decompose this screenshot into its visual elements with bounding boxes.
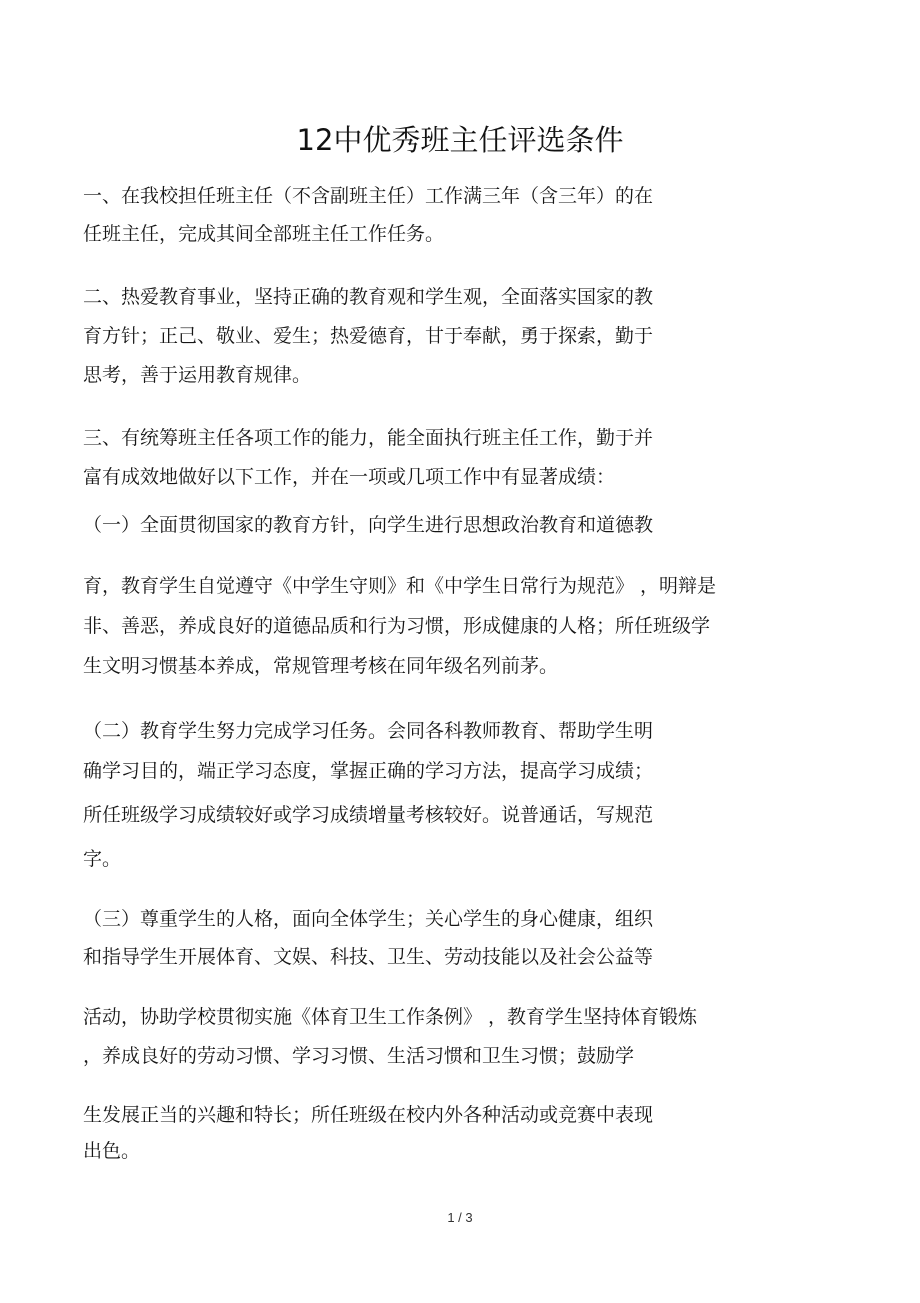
text-line: 育，教育学生自觉遵守《中学生守则》和《中学生日常行为规范》 ，明辩是 bbox=[83, 575, 717, 597]
text-line: 富有成效地做好以下工作，并在一项或几项工作中有显著成绩： bbox=[83, 466, 616, 488]
document-title: 12中优秀班主任评选条件 bbox=[296, 123, 624, 157]
text-line: 任班主任，完成其间全部班主任工作任务。 bbox=[83, 223, 445, 245]
text-line: （二）教育学生努力完成学习任务。会同各科教师教育、帮助学生明 bbox=[83, 720, 654, 742]
text-line: ，养成良好的劳动习惯、学习习惯、生活习惯和卫生习惯；鼓励学 bbox=[83, 1045, 635, 1067]
text-line: 二、热爱教育事业，坚持正确的教育观和学生观，全面落实国家的教 bbox=[83, 286, 654, 308]
text-line: （一）全面贯彻国家的教育方针，向学生进行思想政治教育和道德教 bbox=[83, 514, 654, 536]
text-line: 思考，善于运用教育规律。 bbox=[83, 364, 312, 386]
text-line: 和指导学生开展体育、文娱、科技、卫生、劳动技能以及社会公益等 bbox=[83, 946, 654, 968]
page-number: 1 / 3 bbox=[447, 1210, 473, 1225]
text-line: 育方针；正己、敬业、爱生；热爱德育，甘于奉献，勇于探索，勤于 bbox=[83, 325, 654, 347]
text-line: 一、在我校担任班主任（不含副班主任）工作满三年（含三年）的在 bbox=[83, 185, 654, 207]
text-line: 活动，协助学校贯彻实施《体育卫生工作条例》 ，教育学生坚持体育锻炼 bbox=[83, 1006, 698, 1028]
text-line: 确学习目的，端正学习态度，掌握正确的学习方法，提高学习成绩； bbox=[83, 760, 654, 782]
text-line: 生发展正当的兴趣和特长；所任班级在校内外各种活动或竞赛中表现 bbox=[83, 1104, 654, 1126]
text-line: 三、有统筹班主任各项工作的能力，能全面执行班主任工作，勤于并 bbox=[83, 427, 654, 449]
text-line: （三）尊重学生的人格，面向全体学生；关心学生的身心健康，组织 bbox=[83, 908, 654, 930]
text-line: 字。 bbox=[83, 848, 122, 870]
text-line: 所任班级学习成绩较好或学习成绩增量考核较好。说普通话，写规范 bbox=[83, 804, 654, 826]
text-line: 生文明习惯基本养成，常规管理考核在同年级名列前茅。 bbox=[83, 655, 559, 677]
text-line: 出色。 bbox=[83, 1140, 141, 1162]
text-line: 非、善恶，养成良好的道德品质和行为习惯，形成健康的人格；所任班级学 bbox=[83, 615, 711, 637]
